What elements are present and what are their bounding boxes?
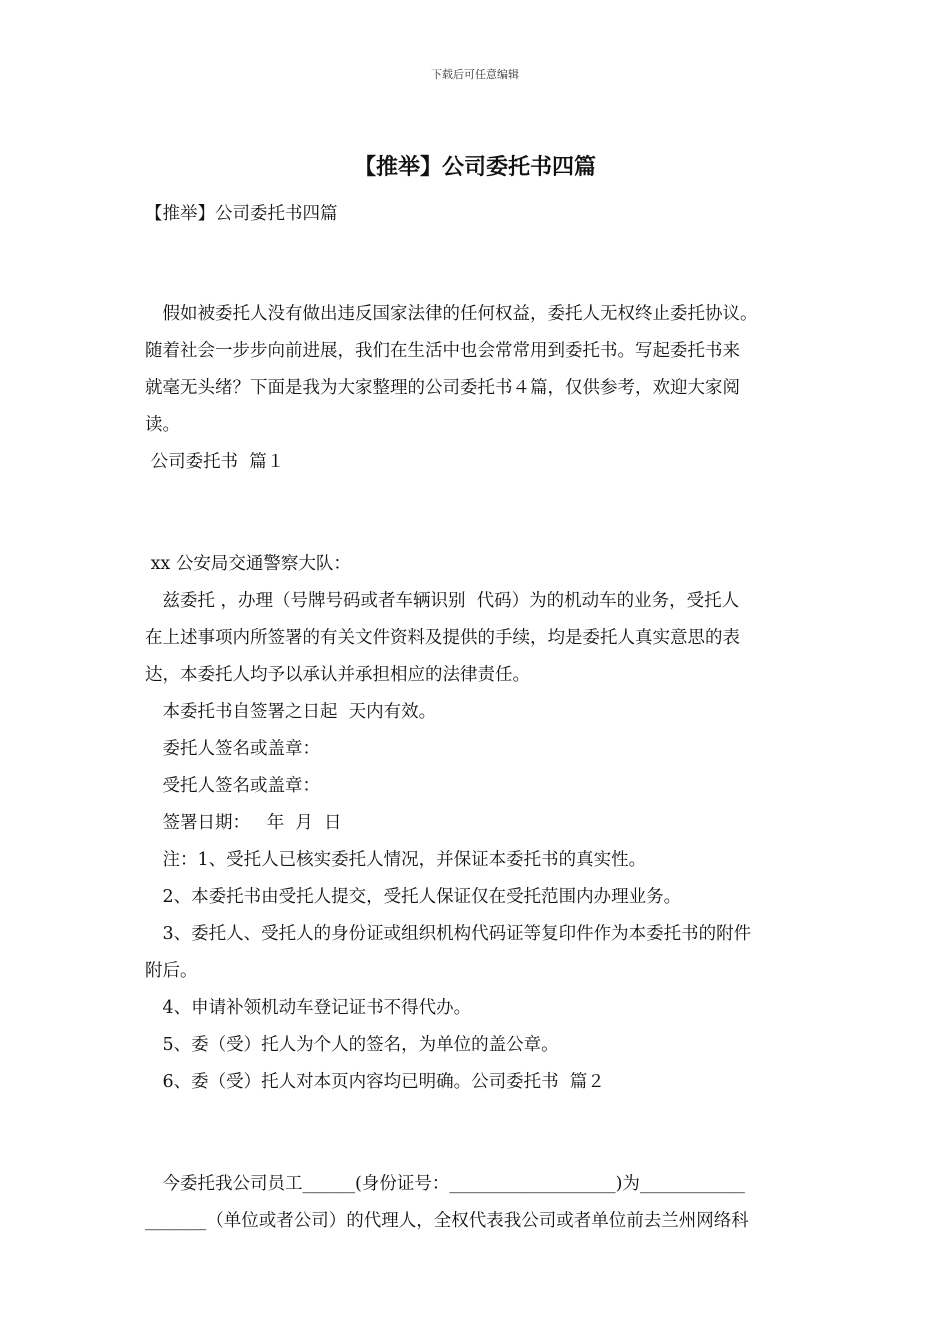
note-3-line-1: 3、委托人、受托人的身份证或组织机构代码证等复印件作为本委托书的附件 (145, 924, 752, 944)
section-2-line-2: _______（单位或者公司）的代理人，全权代表我公司或者单位前去兰州网络科 (145, 1211, 749, 1231)
principal-signature-line: 委托人签名或盖章： (145, 739, 320, 759)
intro-line-4: 读。 (145, 415, 180, 435)
document-subtitle: 【推举】公司委托书四篇 (145, 204, 338, 224)
section-2-line-1: 今委托我公司员工______(身份证号：___________________)为____________ (145, 1174, 745, 1194)
authorization-line-3: 达，本委托人均予以承认并承担相应的法律责任。 (145, 665, 530, 685)
note-2: 2、本委托书由受托人提交，受托人保证仅在受托范围内办理业务。 (145, 887, 682, 907)
note-1: 注：1、受托人已核实委托人情况，并保证本委托书的真实性。 (145, 850, 647, 870)
intro-line-1: 假如被委托人没有做出违反国家法律的任何权益，委托人无权终止委托协议。 (145, 304, 758, 324)
intro-line-2: 随着社会一步步向前进展，我们在生活中也会常常用到委托书。写起委托书来 (145, 341, 740, 361)
agent-signature-line: 受托人签名或盖章： (145, 776, 320, 796)
validity-line: 本委托书自签署之日起 天内有效。 (145, 702, 437, 722)
addressee: xx 公安局交通警察大队： (145, 554, 351, 574)
authorization-line-1: 兹委托 ，办理（号牌号码或者车辆识别 代码）为的机动车的业务，受托人 (145, 591, 740, 611)
document-title: 【推举】公司委托书四篇 (353, 155, 596, 180)
note-5: 5、委（受）托人为个人的签名，为单位的盖公章。 (145, 1035, 559, 1055)
section-heading-1: 公司委托书 篇１ (145, 452, 285, 472)
note-6: 6、委（受）托人对本页内容均已明确。公司委托书 篇２ (145, 1072, 605, 1092)
note-4: 4、申请补领机动车登记证书不得代办。 (145, 998, 472, 1018)
intro-line-3: 就毫无头绪？下面是我为大家整理的公司委托书４篇，仅供参考，欢迎大家阅 (145, 378, 740, 398)
sign-date-line: 签署日期： 年 月 日 (145, 813, 342, 833)
page-header-note: 下载后可任意编辑 (431, 68, 519, 81)
note-3-line-2: 附后。 (145, 961, 198, 981)
authorization-line-2: 在上述事项内所签署的有关文件资料及提供的手续，均是委托人真实意思的表 (145, 628, 740, 648)
